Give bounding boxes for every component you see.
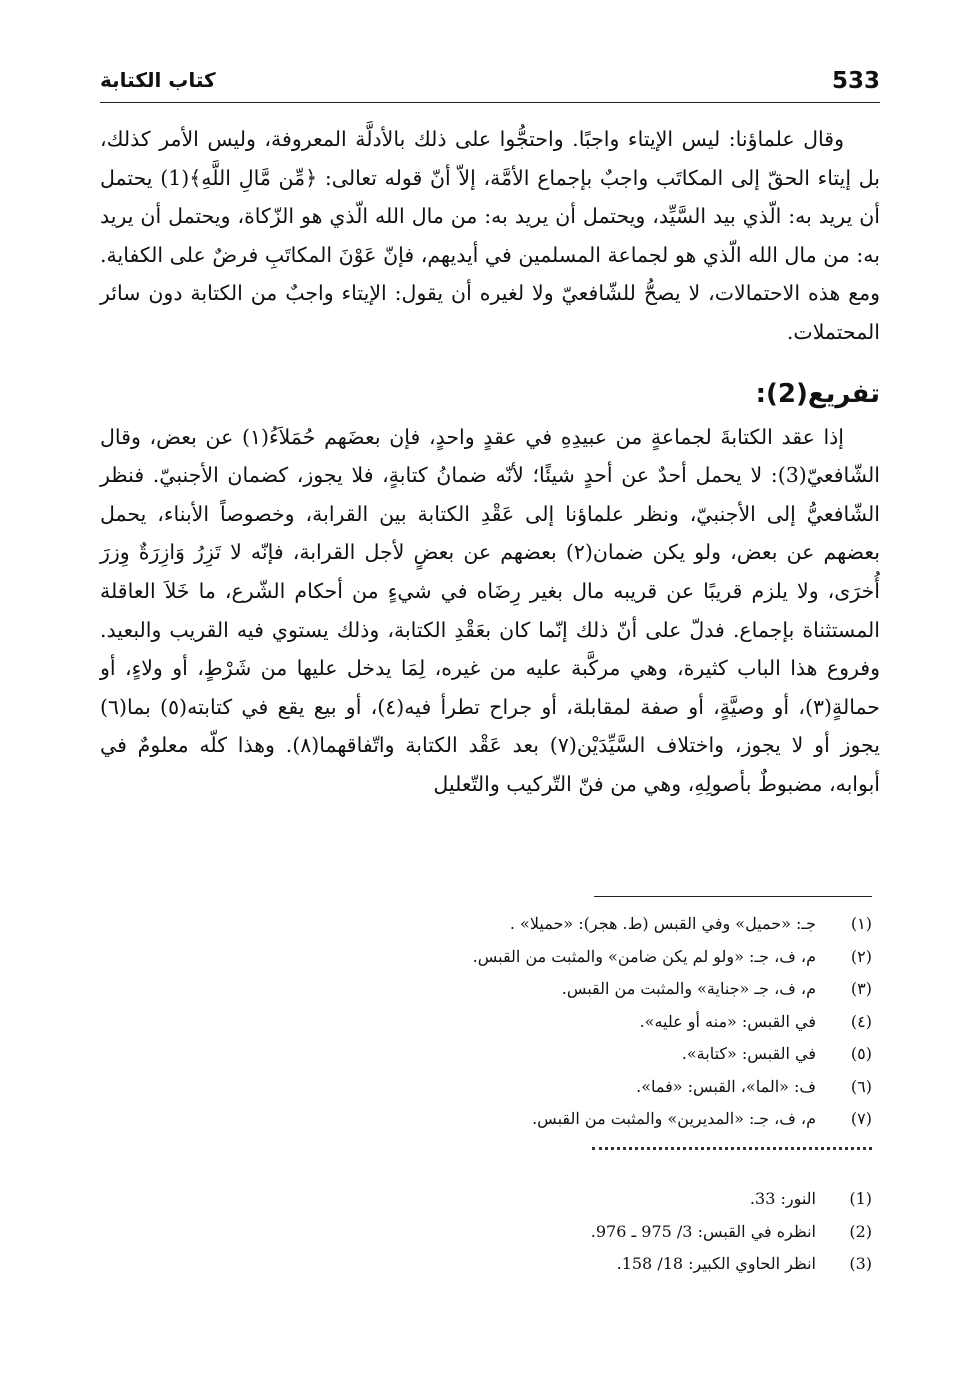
running-title: كتاب الكتابة <box>100 68 216 92</box>
variant-notes <box>100 908 872 1136</box>
footnote-divider <box>594 896 872 897</box>
variant-note-1: (١)جـ: «حميل» وفي القبس (ط. هجر): «حميلا» . <box>509 914 872 933</box>
source-notes <box>100 1183 872 1281</box>
paragraph-2: إذا عقد الكتابةَ لجماعةٍ من عبيدِهِ في عقدٍ واحدٍ، فإن بعضَهم حُمَلاَءُ(١) عن بعض، وقال الشّافعيّ(3): لا يحمل أحدٌ عن أحدٍ شيئًا؛ لأنّه ضمانُ كتابةٍ، فلا يجوز، كضمان الأجنبيّ. فنظر الشّافعيُّ إلى الأجنبيّ، ونظر علماؤنا إلى عَقْدِ الكتابة بين القرابة، وخصوصاً الأبناء، يحمل بعضهم عن بعض، ولو يكن ضمان(٢) بعضهم عن بعضٍ لأجل القرابة، فإنّه لا تَزِرُ وَازِرَةٌ وِزرَ أُخرَى، ولا يلزم قريبًا عن قريبه مال بغير رِضَاه في شيءٍ من أحكام الشّرع، ما خَلاَ العاقلة المستثناة بإجماع. فدلّ على أنّ ذلك إنّما كان بعَقْدِ الكتابة، وذلك يستوي فيه القريب والبعيد. وفروع هذا الباب كثيرة، وهي مركَّبة عليه من غيره، لِمَا يدخل عليها من شَرْطٍ، أو ولاءٍ، أو حمالةٍ(٣)، أو وصيَّةٍ، أو صفة لمقابلة، أو جراح تطرأ فيه(٤)، أو بيع يقع في كتابته(٥) بما(٦) يجوز أو لا يجوز، واختلاف السَّيِّدَيْن(٧) بعد عَقْد الكتابة واتّفاقهما(٨). وهذا كلّه معلومٌ في أبوابه، مضبوطٌ بأصولِهِ، وهي من فنّ التّركيب والتّعليل <box>100 424 880 796</box>
main-text <box>100 120 880 804</box>
page-number: 533 <box>831 68 880 94</box>
variant-note-4: (٤)في القبس: «منه أو عليه». <box>639 1011 872 1031</box>
source-note-1: (1)النور: 33. <box>749 1189 872 1208</box>
section-heading: تفريع(2): <box>755 378 880 409</box>
paragraph-1: وقال علماؤنا: ليس الإيتاء واجبًا. واحتجُّوا على ذلك بالأدلَّة المعروفة، وليس الأمر كذلك، بل إيتاء الحقّ إلى المكاتَب واجبٌ بإجماع الأمَّة، إلاّ أنّ قوله تعالى: ﴿مِّن مَّالِ اللَّهِ﴾(1) يحتمل أن يريد به: الّذي بيد السَّيِّد، ويحتمل أن يريد به: من مال الله الّذي هو الزّكاة، ويحتمل أن يريد به: من مال الله الّذي هو لجماعة المسلمين في أيديهم، فإنّ عَوْنَ المكاتَبِ فرضٌ على الكفاية. ومع هذه الاحتمالات، لا يصحُّ للشّافعيّ ولا لغيره أن يقول: الإيتاء واجبٌ من الكتابة دون سائر المحتملات. <box>100 127 881 344</box>
variant-note-6: (٦)ف: «الما»، القبس: «فما». <box>636 1076 872 1096</box>
variant-note-5: (٥)في القبس: «كتابة». <box>681 1044 872 1063</box>
notes-dotted-separator <box>592 1147 872 1150</box>
source-note-3: (3)انظر الحاوي الكبير: 18/ 158. <box>616 1254 872 1273</box>
variant-note-7: (٧)م، ف، جـ: «المديرين» والمثبت من القبس. <box>532 1109 872 1128</box>
variant-note-2: (٢)م، ف، جـ: «ولو لم يكن ضامن» والمثبت من القبس. <box>472 946 872 966</box>
variant-note-3: (٣)م، ف، جـ «جناية» والمثبت من القبس. <box>561 979 872 998</box>
page-header <box>100 66 880 103</box>
source-note-2: (2)انظره في القبس: 3/ 975 ـ 976. <box>590 1221 872 1241</box>
